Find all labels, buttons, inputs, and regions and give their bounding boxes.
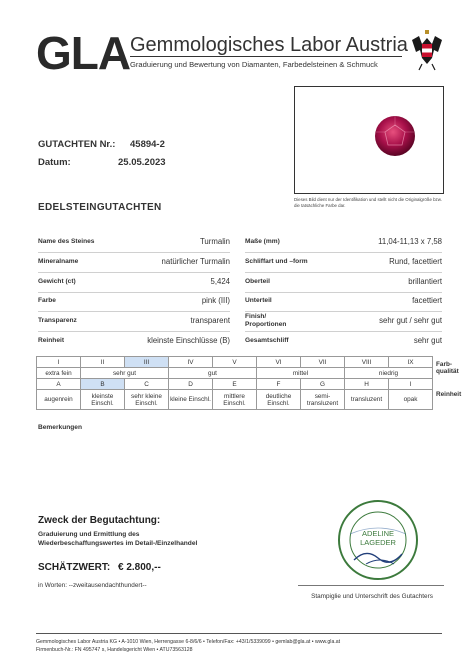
detail-label: Unterteil [245,297,272,304]
clarity-term-cell: augenrein [37,390,81,410]
clarity-term-cell: deutliche Einschl. [257,390,301,410]
clarity-term-cell: semi-transluzent [301,390,345,410]
color-grade-cell: I [37,357,81,368]
austrian-eagle-icon [410,30,444,74]
lab-logo: GLA [36,27,131,79]
row-divider [245,311,442,312]
row-divider [245,252,442,253]
quality-term-cell: sehr gut [81,368,169,379]
color-grade-cell: II [81,357,125,368]
certificate-date: 25.05.2023 [118,157,166,168]
clarity-grade-cell: F [257,379,301,390]
color-grade-cell: VII [301,357,345,368]
row-divider [38,272,230,273]
gem-image [295,87,443,193]
detail-label: Mineralname [38,258,79,265]
gemmologist-stamp [336,498,420,582]
clarity-grade-cell: G [301,379,345,390]
detail-value: kleinste Einschlüsse (B) [147,336,230,345]
detail-label: Gesamtschliff [245,337,289,344]
detail-value: 11,04-11,13 x 7,58 [378,237,442,246]
row-divider [38,331,230,332]
detail-value: pink (III) [201,296,230,305]
detail-value: facettiert [412,296,442,305]
detail-label: Oberteil [245,278,270,285]
purpose-text [38,530,278,548]
photo-disclaimer: Dieses Bild dient nur der Identifikation und stellt nicht die Originalgröße bzw. die tatsächliche Farbe dar. [294,197,442,208]
clarity-term-cell: kleine Einschl. [169,390,213,410]
lab-name: Gemmologisches Labor Austria [130,34,408,56]
certificate-number-label: GUTACHTEN Nr.: [38,139,116,150]
certificate-number: 45894-2 [130,139,165,150]
clarity-term-cell: opak [389,390,433,410]
detail-label: Name des Steines [38,238,95,245]
detail-label: Maße (mm) [245,238,280,245]
clarity-term-cell: mittlere Einschl. [213,390,257,410]
quality-term-cell: extra fein [37,368,81,379]
remarks-label: Bemerkungen [38,424,82,431]
gem-photo-frame [294,86,444,194]
detail-value: brillantiert [408,277,442,286]
signature-line [298,585,444,586]
color-grade-cell: IV [169,357,213,368]
detail-label: Reinheit [38,337,65,344]
clarity-grade-cell: E [213,379,257,390]
grading-scale-table [36,356,461,410]
detail-label: Gewicht (ct) [38,278,76,285]
detail-value: sehr gut / sehr gut [379,316,442,325]
row-divider [38,292,230,293]
purpose-line: Wiederbeschaffungswertes im Detail-/Einzelhandel [38,540,198,547]
row-divider [245,292,442,293]
date-label: Datum: [38,157,71,168]
color-grade-cell: IX [389,357,433,368]
color-grade-cell-selected: III [125,357,169,368]
detail-label: Farbe [38,297,56,304]
footer-address: Gemmologisches Labor Austria KG • A-1010 Wien, Herrengasse 6-8/6/6 • Telefon/Fax: +43/1/5339099 • gemlab@gla.at • www.gla.at [36,639,341,645]
clarity-grade-cell: A [37,379,81,390]
valuation-words: in Worten: --zweitausendachthundert-- [38,582,147,589]
clarity-term-cell: kleinste Einschl. [81,390,125,410]
color-grade-cell: VI [257,357,301,368]
clarity-label: Reinheit [436,390,462,398]
row-divider [38,311,230,312]
row-divider [245,272,442,273]
footer-divider [36,633,442,634]
row-divider [245,331,442,332]
color-grade-cell: V [213,357,257,368]
valuation-amount: € 2.800,-- [118,562,161,573]
color-grade-cell: VIII [345,357,389,368]
valuation-label: SCHÄTZWERT: [38,562,111,573]
signature-caption: Stampiglie und Unterschrift des Gutachters [311,593,433,600]
stamp-name-line: LAGEDER [360,538,396,547]
clarity-grade-cell: I [389,379,433,390]
detail-label: Transparenz [38,317,77,324]
header-divider [130,56,402,57]
color-quality-label: Farb-qualität [436,360,459,375]
detail-label: Finish/ Proportionen [245,313,287,328]
clarity-grade-cell: H [345,379,389,390]
detail-value: Rund, facettiert [389,257,442,266]
footer-registration: Firmenbuch-Nr.: FN 495747 s, Handelsgericht Wien • ATU73563128 [36,647,193,653]
detail-value: transparent [190,316,230,325]
lab-tagline: Graduierung und Bewertung von Diamanten, Farbedelsteinen & Schmuck [130,60,378,69]
clarity-term-cell: transluzent [345,390,389,410]
detail-value: natürlicher Turmalin [161,257,230,266]
row-divider [38,252,230,253]
clarity-grade-cell: C [125,379,169,390]
quality-term-cell: gut [169,368,257,379]
quality-term-cell: mittel [257,368,345,379]
clarity-grade-cell-selected: B [81,379,125,390]
detail-label: Schliffart und –form [245,258,308,265]
clarity-grade-cell: D [169,379,213,390]
detail-value: Turmalin [199,237,230,246]
purpose-line: Graduierung und Ermittlung des [38,531,140,538]
detail-value: sehr gut [413,336,442,345]
detail-value: 5,424 [210,277,230,286]
purpose-title: Zweck der Begutachtung: [38,515,161,526]
document-title: EDELSTEINGUTACHTEN [38,202,162,213]
clarity-term-cell: sehr kleine Einschl. [125,390,169,410]
quality-term-cell: niedrig [345,368,433,379]
stamp-name-line: ADELINE [361,529,395,538]
